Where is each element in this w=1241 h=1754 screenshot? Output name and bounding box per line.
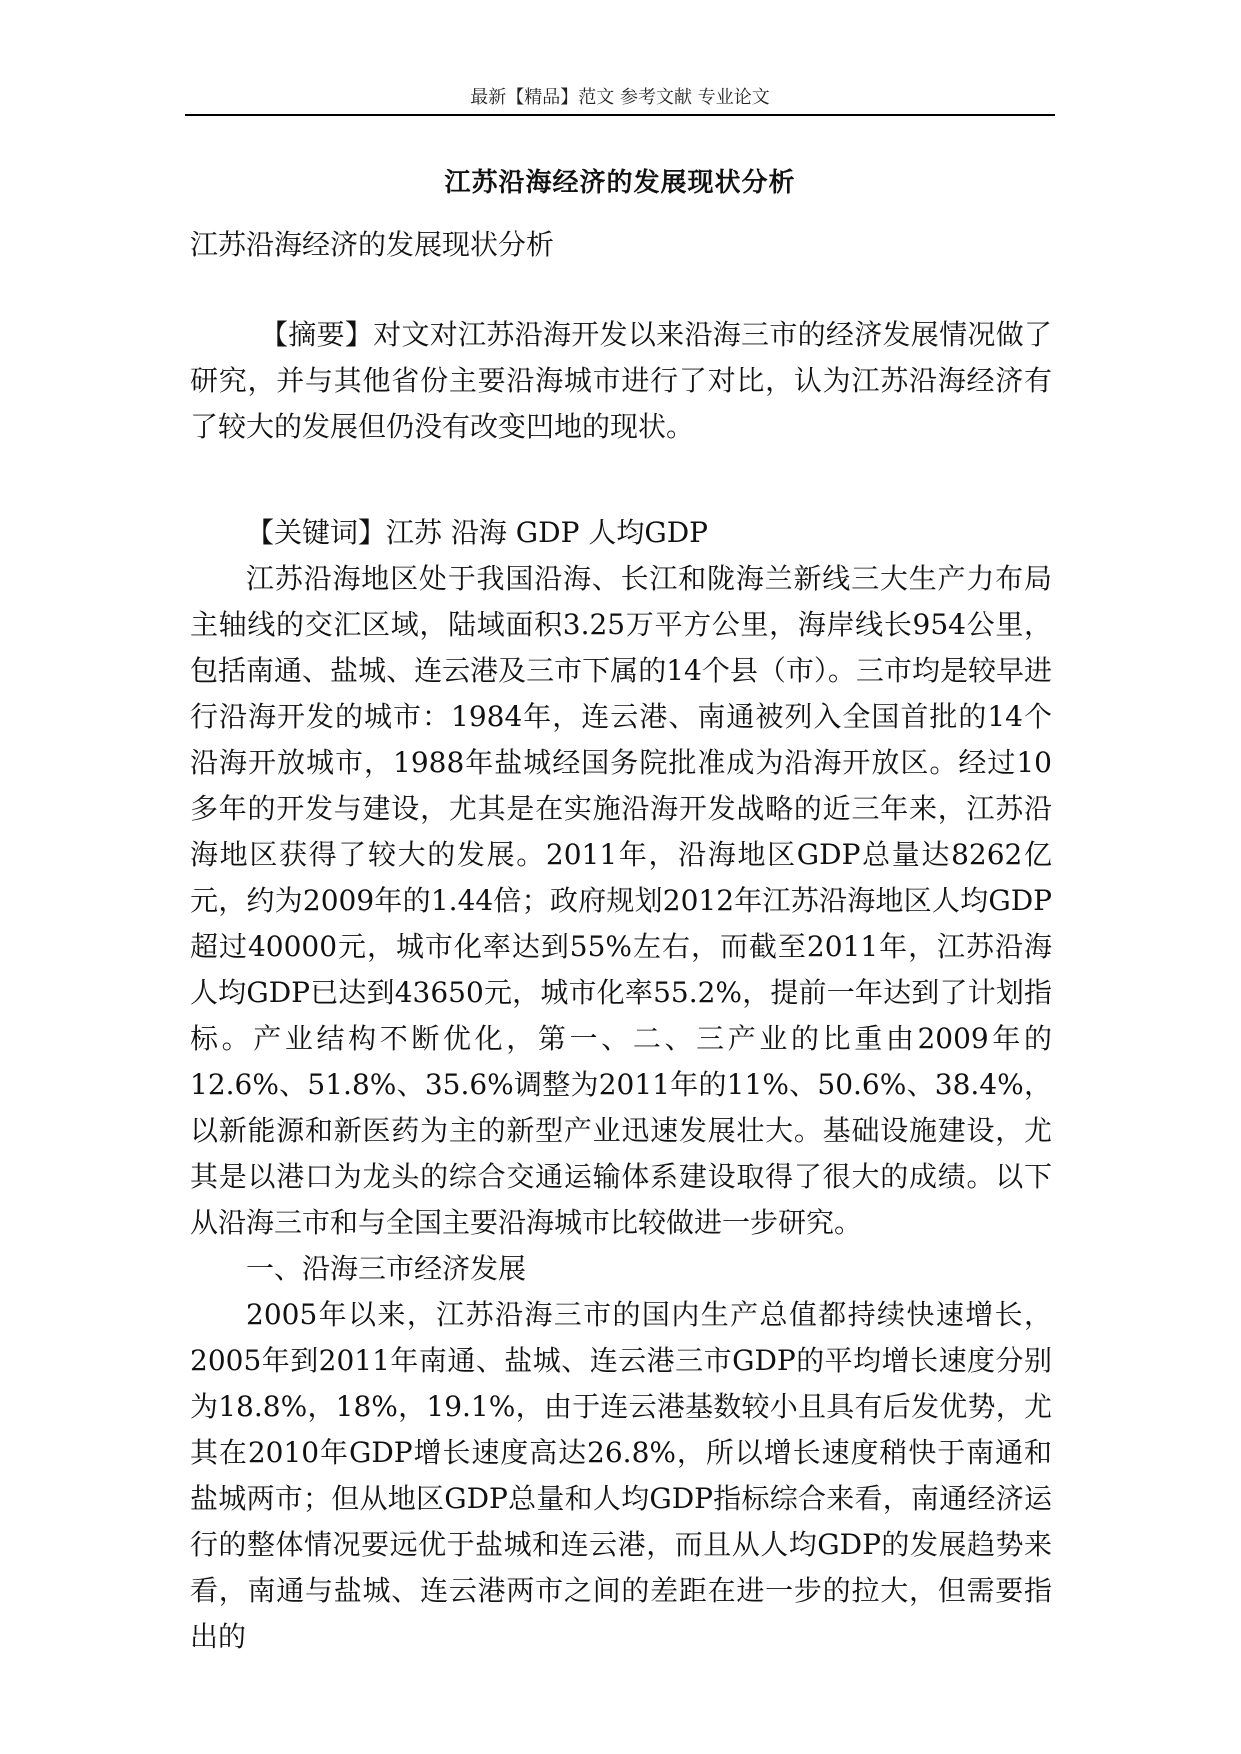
body-paragraph-2: 2005年以来，江苏沿海三市的国内生产总值都持续快速增长，2005年到2011年南通、盐城、连云港三市GDP的平均增长速度分别为18.8%，18%，19.1%，由于连云港基数较小且具有后发优势，尤其在2010年GDP增长速度高达26.8%，所以增长速度稍快于南通和盐城两市；但从地区GDP总量和人均GDP指标综合来看，南通经济运行的整体情况要远优于盐城和连云港，而且从人均GDP的发展趋势来看，南通与盐城、连云港两市之间的差距在进一步的拉大，但需要指出的 <box>190 1298 1052 1653</box>
document-body <box>190 312 1052 1660</box>
body-paragraph-1: 江苏沿海地区处于我国沿海、长江和陇海兰新线三大生产力布局主轴线的交汇区域，陆域面积3.25万平方公里，海岸线长954公里，包括南通、盐城、连云港及三市下属的14个县（市）。三市均是较早进行沿海开发的城市：1984年，连云港、南通被列入全国首批的14个沿海开放城市，1988年盐城经国务院批准成为沿海开放区。经过10多年的开发与建设，尤其是在实施沿海开发战略的近三年来，江苏沿海地区获得了较大的发展。2011年，沿海地区GDP总量达8262亿元，约为2009年的1.44倍；政府规划2012年江苏沿海地区人均GDP超过40000元，城市化率达到55%左右，而截至2011年，江苏沿海人均GDP已达到43650元，城市化率55.2%，提前一年达到了计划指标。产业结构不断优化，第一、二、三产业的比重由2009年的12.6%、51.8%、35.6%调整为2011年的11%、50.6%、38.4%，以新能源和新医药为主的新型产业迅速发展壮大。基础设施建设，尤其是以港口为龙头的综合交通运输体系建设取得了很大的成绩。以下从沿海三市和与全国主要沿海城市比较做进一步研究。 <box>190 562 1052 1239</box>
document-title: 江苏沿海经济的发展现状分析 <box>444 168 796 198</box>
keywords-line: 【关键词】江苏 沿海 GDP 人均GDP <box>246 516 709 549</box>
paragraph-spacer <box>190 450 1052 510</box>
abstract-paragraph: 【摘要】对文对江苏沿海开发以来沿海三市的经济发展情况做了研究，并与其他省份主要沿海城市进行了对比，认为江苏沿海经济有了较大的发展但仍没有改变凹地的现状。 <box>190 318 1052 443</box>
document-subtitle: 江苏沿海经济的发展现状分析 <box>190 228 555 261</box>
page-header: 最新【精品】范文 参考文献 专业论文 <box>470 87 770 108</box>
header-divider <box>185 114 1055 116</box>
section-heading-1: 一、沿海三市经济发展 <box>246 1252 527 1285</box>
